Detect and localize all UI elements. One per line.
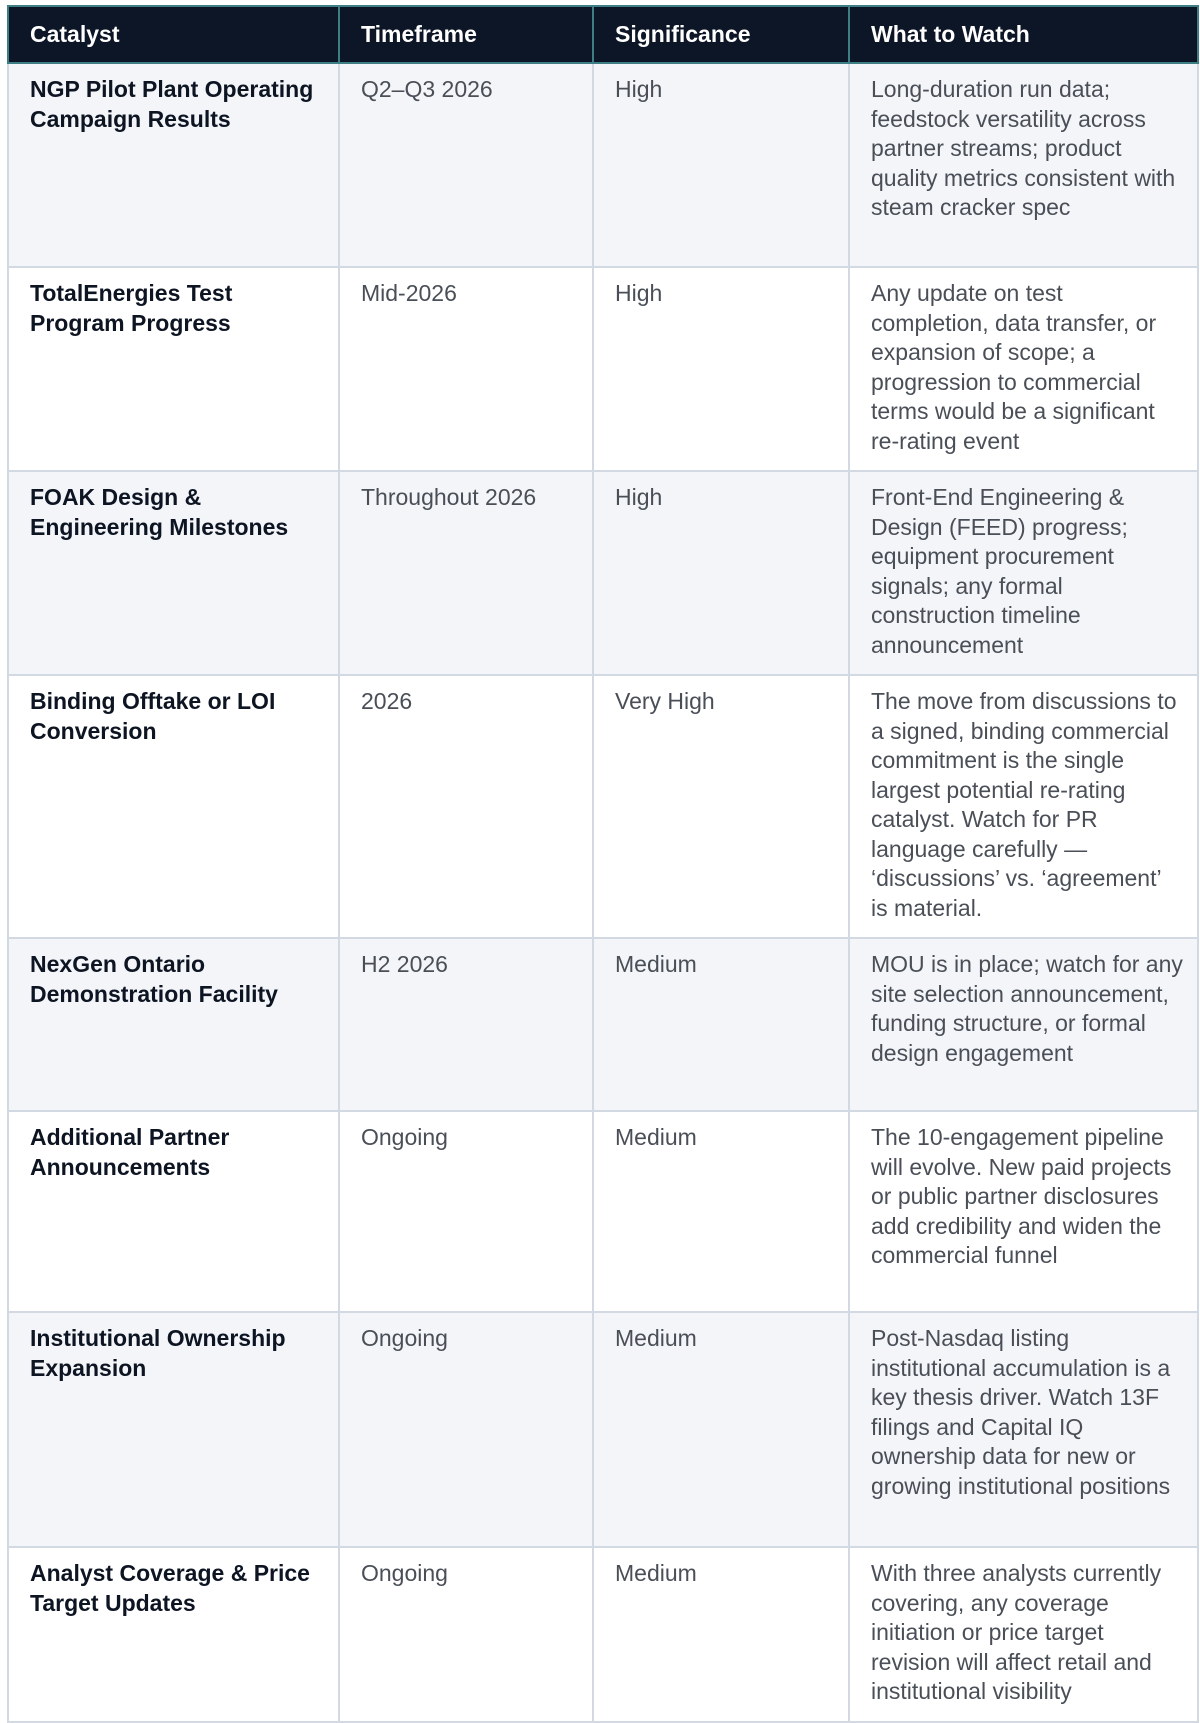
what-to-watch-cell: The move from discussions to a signed, binding commercial commitment is the single largest potential re-rating catalyst. Watch for PR language carefully — ‘discussions’ vs. ‘agreement’ is material. bbox=[849, 675, 1198, 938]
header-timeframe: Timeframe bbox=[339, 6, 593, 63]
significance-cell: High bbox=[593, 471, 849, 675]
what-to-watch-cell: Long-duration run data; feedstock versatility across partner streams; product quality metrics consistent with steam cracker spec bbox=[849, 63, 1198, 267]
table-row bbox=[8, 1111, 1198, 1312]
table-header bbox=[8, 6, 1198, 63]
significance-cell: Medium bbox=[593, 938, 849, 1111]
catalyst-cell: FOAK Design & Engineering Milestones bbox=[8, 471, 339, 675]
catalyst-cell: Additional Partner Announcements bbox=[8, 1111, 339, 1312]
what-to-watch-cell: The 10-engagement pipeline will evolve. New paid projects or public partner disclosures add credibility and widen the commercial funnel bbox=[849, 1111, 1198, 1312]
significance-cell: High bbox=[593, 267, 849, 471]
table-row bbox=[8, 1547, 1198, 1722]
timeframe-cell: Throughout 2026 bbox=[339, 471, 593, 675]
significance-cell: Very High bbox=[593, 675, 849, 938]
significance-cell: Medium bbox=[593, 1312, 849, 1547]
table-body bbox=[8, 63, 1198, 1722]
timeframe-cell: H2 2026 bbox=[339, 938, 593, 1111]
catalyst-table bbox=[7, 5, 1199, 1723]
significance-cell: High bbox=[593, 63, 849, 267]
catalyst-cell: Analyst Coverage & Price Target Updates bbox=[8, 1547, 339, 1722]
catalyst-cell: TotalEnergies Test Program Progress bbox=[8, 267, 339, 471]
what-to-watch-cell: With three analysts currently covering, any coverage initiation or price target revision will affect retail and institutional visibility bbox=[849, 1547, 1198, 1722]
header-catalyst: Catalyst bbox=[8, 6, 339, 63]
table-row bbox=[8, 63, 1198, 267]
what-to-watch-cell: MOU is in place; watch for any site selection announcement, funding structure, or formal design engagement bbox=[849, 938, 1198, 1111]
timeframe-cell: Ongoing bbox=[339, 1312, 593, 1547]
catalyst-cell: Binding Offtake or LOI Conversion bbox=[8, 675, 339, 938]
table-row bbox=[8, 267, 1198, 471]
header-what-to-watch: What to Watch bbox=[849, 6, 1198, 63]
header-significance: Significance bbox=[593, 6, 849, 63]
table-row bbox=[8, 471, 1198, 675]
timeframe-cell: Ongoing bbox=[339, 1547, 593, 1722]
table-row bbox=[8, 938, 1198, 1111]
timeframe-cell: Ongoing bbox=[339, 1111, 593, 1312]
catalyst-cell: NGP Pilot Plant Operating Campaign Results bbox=[8, 63, 339, 267]
timeframe-cell: 2026 bbox=[339, 675, 593, 938]
what-to-watch-cell: Front-End Engineering & Design (FEED) progress; equipment procurement signals; any formal construction timeline announcement bbox=[849, 471, 1198, 675]
catalyst-cell: NexGen Ontario Demonstration Facility bbox=[8, 938, 339, 1111]
timeframe-cell: Mid-2026 bbox=[339, 267, 593, 471]
catalyst-cell: Institutional Ownership Expansion bbox=[8, 1312, 339, 1547]
timeframe-cell: Q2–Q3 2026 bbox=[339, 63, 593, 267]
what-to-watch-cell: Any update on test completion, data transfer, or expansion of scope; a progression to commercial terms would be a significant re-rating event bbox=[849, 267, 1198, 471]
significance-cell: Medium bbox=[593, 1111, 849, 1312]
table-row bbox=[8, 1312, 1198, 1547]
what-to-watch-cell: Post-Nasdaq listing institutional accumulation is a key thesis driver. Watch 13F filings and Capital IQ ownership data for new or growing institutional positions bbox=[849, 1312, 1198, 1547]
significance-cell: Medium bbox=[593, 1547, 849, 1722]
table-row bbox=[8, 675, 1198, 938]
